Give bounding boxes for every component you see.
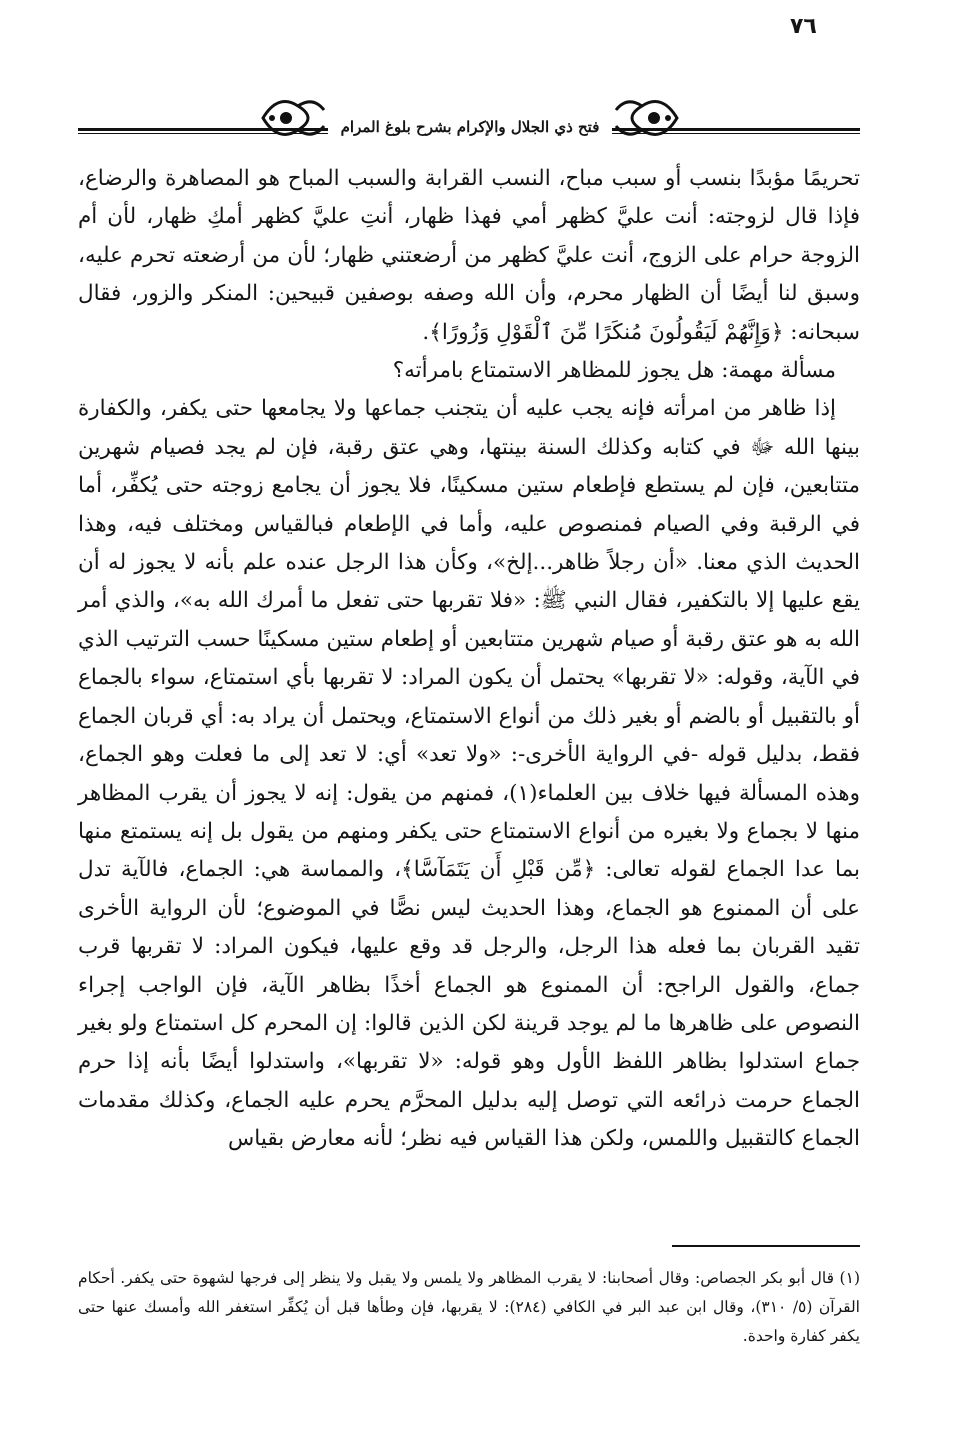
paragraph-issue-heading: مسألة مهمة: هل يجوز للمظاهر الاستمتاع بامرأته؟	[392, 358, 836, 384]
running-title: فتح ذي الجلال والإكرام بشرح بلوغ المرام	[328, 118, 612, 136]
body-text	[78, 160, 860, 1159]
footnote-1: (١) قال أبو بكر الجصاص: وقال أصحابنا: لا يقرب المظاهر ولا يلمس ولا يقبل ولا ينظر إلى فرجها لشهوة حتى يكفر. أحكام القرآن (٥/ ٣١٠)، وقال ابن عبد البر في الكافي (٢٨٤): لا يقربها، فإن وطأها قبل أن يُكفِّر استغفر الله وأمسك عنها حتى يكفر كفارة واحدة.	[78, 1269, 860, 1345]
page-number: ٧٦	[790, 14, 817, 39]
header-ornament-right-icon	[612, 88, 682, 148]
footnote	[78, 1264, 860, 1351]
footnote-separator	[672, 1245, 860, 1247]
paragraph-3: إذا ظاهر من امرأته فإنه يجب عليه أن يتجنب جماعها ولا يجامعها حتى يكفر، والكفارة بينها الله ﷻ في كتابه وكذلك السنة بينتها، وهي عتق رقبة، فإن لم يجد فصيام شهرين متتابعين، فإن لم يستطع فإطعام ستين مسكينًا، فلا يجوز أن يجامع زوجته حتى يُكفِّر، أما في الرقبة وفي الصيام فمنصوص عليه، وأما في الإطعام فبالقياس ومختلف فيه، وهذا الحديث الذي معنا. «أن رجلاً ظاهر...إلخ»، وكأن هذا الرجل عنده علم بأنه لا يجوز له أن يقع عليها إلا بالتكفير، فقال النبي ﷺ: «فلا تقربها حتى تفعل ما أمرك الله به»، والذي أمر الله به هو عتق رقبة أو صيام شهرين متتابعين أو إطعام ستين مسكينًا حسب الترتيب الذي في الآية، وقوله: «لا تقربها» يحتمل أن يكون المراد: لا تقربها بأي استمتاع، سواء بالجماع أو بالتقبيل أو بالضم أو بغير ذلك من أنواع الاستمتاع، ويحتمل أن يراد به: أي قربان الجماع فقط، بدليل قوله -في الرواية الأخرى-: «ولا تعد» أي: لا تعد إلى ما فعلت وهو الجماع، وهذه المسألة فيها خلاف بين العلماء(١)، فمنهم من يقول: إنه لا يجوز أن يقرب المظاهر منها لا بجماع ولا بغيره من أنواع الاستمتاع حتى يكفر ومنهم من يقول بل إنه يستمتع منها بما عدا الجماع لقوله تعالى: ﴿مِّن قَبْلِ أَن يَتَمَآسَّا﴾، والمماسة هي: الجماع، فالآية تدل على أن الممنوع هو الجماع، وهذا الحديث ليس نصًّا في الموضوع؛ لأن الرواية الأخرى تقيد القربان بما فعله هذا الرجل، والرجل قد وقع عليها، فيكون المراد: لا تقربها قرب جماع، والقول الراجح: أن الممنوع هو الجماع أخذًا بظاهر الآية، فإن الواجب إجراء النصوص على ظاهرها ما لم يوجد قرينة لكن الذين قالوا: إن المحرم كل استمتاع ولو بغير جماع استدلوا بظاهر اللفظ الأول وهو قوله: «لا تقربها»، واستدلوا أيضًا بأنه إذا حرم الجماع حرمت ذرائعه التي توصل إليه بدليل المحرَّم يحرم عليه الجماع، وكذلك مقدمات الجماع كالتقبيل واللمس، ولكن هذا القياس فيه نظر؛ لأنه معارض بقياس	[78, 396, 860, 1152]
paragraph-1: تحريمًا مؤبدًا بنسب أو سبب مباح، النسب القرابة والسبب المباح هو المصاهرة والرضاع، فإذا قال لزوجته: أنت عليَّ كظهر أمي فهذا ظهار، أنتِ عليَّ كظهر أمكِ ظهار، لأن أم الزوجة حرام على الزوج، أنت عليَّ كظهر من أرضعتني ظهار؛ لأن من أرضعته تحرم عليه، وسبق لنا أيضًا أن الظهار محرم، وأن الله وصفه بوصفين قبيحين: المنكر والزور، فقال سبحانه: ﴿وَإِنَّهُمْ لَيَقُولُونَ مُنكَرًا مِّنَ ٱلْقَوْلِ وَزُورًا﴾.	[78, 166, 860, 345]
header-ornament-left-icon	[258, 88, 328, 148]
